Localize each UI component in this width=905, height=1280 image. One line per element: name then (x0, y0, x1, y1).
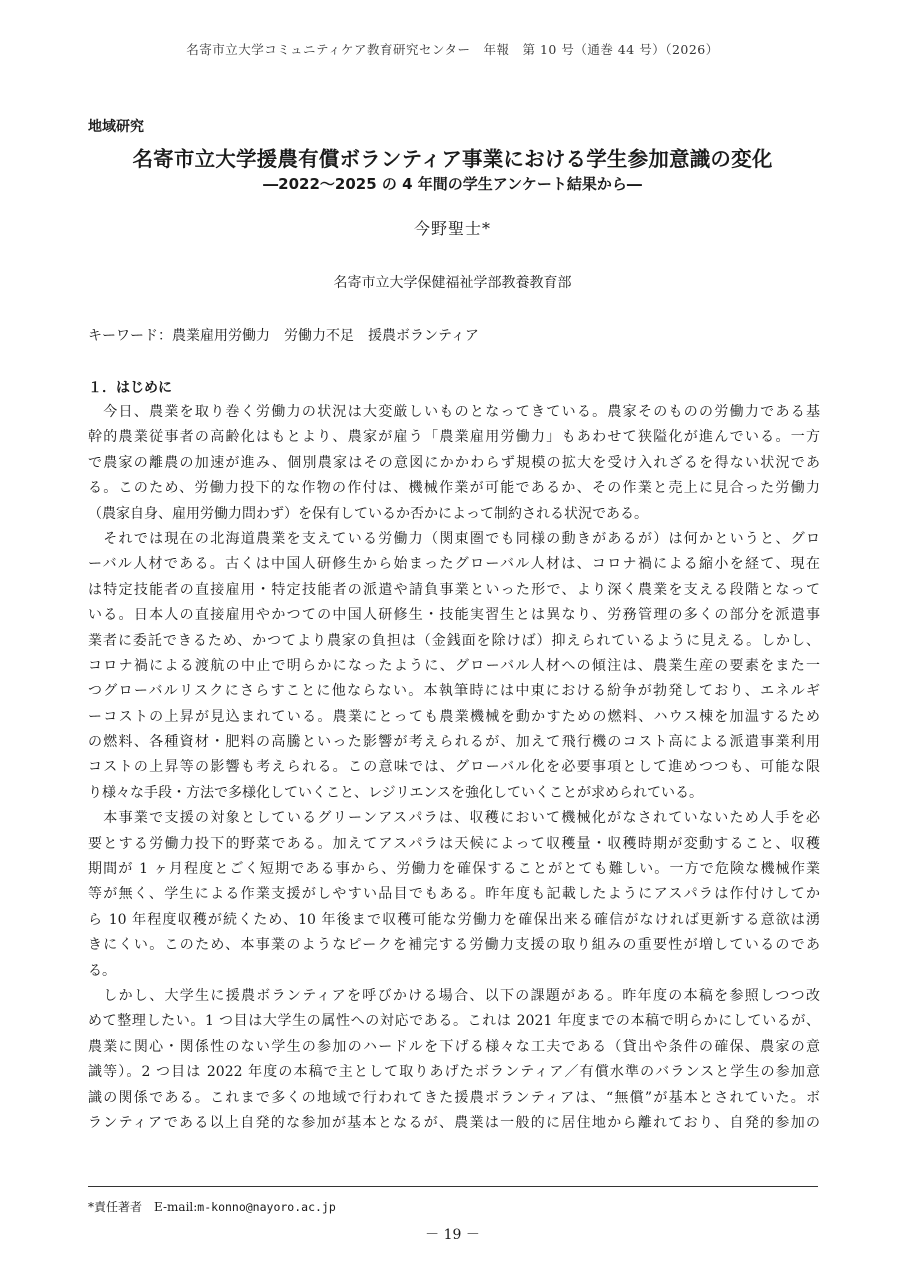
body-line: きにくい。このため、本事業のようなピークを補完する労働力支援の取り組みの重要性が増しているのであ (88, 937, 820, 954)
footnote-divider (88, 1186, 818, 1187)
page-number: － 19 － (425, 1227, 480, 1243)
body-line: る。 (88, 962, 116, 979)
body-line: 農業に関心・関係性のない学生の参加のハードルを下げる様々な工夫である（貸出や条件の確保、農家の意 (88, 1038, 820, 1055)
body-line: （農家自身、雇用労働力問わず）を保有しているか否かによって制約される状況である。 (88, 505, 648, 522)
keywords: キーワード：農業雇用労働力 労働力不足 援農ボランティア (88, 328, 479, 344)
body-line: それでは現在の北海道農業を支えている労働力（関東圏でも同様の動きがあるが）は何かというと、グロ (88, 530, 820, 547)
body-line: の燃料、各種資材・肥料の高騰といった影響が考えられるが、加えて飛行機のコスト高による派遣事業利用 (88, 734, 820, 751)
body-line: 本事業で支援の対象としているグリーンアスパラは、収穫において機械化がなされていないため人手を必 (88, 810, 820, 827)
body-line: ら 10 年程度収穫が続くため、10 年後まで収穫可能な労働力を確保出来る確信がなければ更新する意欲は湧 (88, 911, 820, 928)
body-line: で農家の離農の加速が進み、個別農家はその意図にかかわらず規模の拡大を受け入れざるを得ない状況であ (88, 454, 820, 471)
author-name: 今野聖士* (413, 219, 491, 238)
body-line: 識等）。2 つ目は 2022 年度の本稿で主として取りあげたボランティア／有償水準のバランスと学生の参加意 (88, 1064, 820, 1081)
author-affiliation: 名寄市立大学保健福祉学部教養教育部 (333, 275, 572, 291)
body-line: コロナ禍による渡航の中止で明らかになったように、グローバル人材への傾注は、農業生産の要素をまた一 (88, 657, 820, 674)
article-category: 地域研究 (88, 119, 144, 135)
article-title: 名寄市立大学援農有償ボランティア事業における学生参加意識の変化 (132, 147, 773, 171)
footnote-email: m-konno@nayoro.ac.jp (197, 1200, 336, 1214)
article-subtitle: ―2022～2025 の 4 年間の学生アンケート結果から― (263, 175, 642, 193)
footnote-label: *責任著者 E-mail: (88, 1200, 198, 1214)
footnote (88, 1198, 336, 1215)
body-line: めて整理したい。1 つ目は大学生の属性への対応である。これは 2021 年度までの本稿で明らかにしているが、 (88, 1013, 820, 1030)
body-line: ーコストの上昇が見込まれている。農業にとっても農業機械を動かすための燃料、ハウス棟を加温するため (88, 708, 820, 725)
body-line: ランティアである以上自発的な参加が基本となるが、農業は一般的に居住地から離れており、自発的参加の (88, 1114, 820, 1131)
body-line: 等が無く、学生による作業支援がしやすい品目でもある。昨年度も記載したようにアスパラは作付けしてか (88, 886, 820, 903)
body-line: る。このため、労働力投下的な作物の作付は、機械作業が可能であるか、その作業と売上に見合った労働力 (88, 480, 820, 497)
body-line: コストの上昇等の影響も考えられる。この意味では、グローバル化を必要事項として進めつつも、可能な限 (88, 759, 820, 776)
body-line: 要とする労働力投下的野菜である。加えてアスパラは天候によって収穫量・収穫時期が変動すること、収穫 (88, 835, 820, 852)
body-line: つグローバルリスクにさらすことに他ならない。本執筆時には中東における紛争が勃発しており、エネルギ (88, 683, 820, 700)
body-line: り様々な手段・方法で多様化していくこと、レジリエンスを強化していくことが求められている。 (88, 784, 703, 801)
body-line: ーバル人材である。古くは中国人研修生から始まったグローバル人材は、コロナ禍による縮小を経て、現在 (88, 556, 820, 573)
body-line: しかし、大学生に援農ボランティアを呼びかける場合、以下の課題がある。昨年度の本稿を参照しつつ改 (88, 987, 820, 1004)
body-line: 識の関係である。これまで多くの地域で行われてきた援農ボランティアは、“無償”が基本とされていた。ボ (88, 1089, 820, 1106)
body-line: 期間が 1 ヶ月程度とごく短期である事から、労働力を確保することがとても難しい。一方で危険な機械作業 (88, 861, 820, 878)
running-head: 名寄市立大学コミュニティケア教育研究センター 年報 第 10 号（通巻 44 号）（2026） (186, 42, 719, 57)
body-line: は特定技能者の直接雇用・特定技能者の派遣や請負事業といった形で、より深く農業を支える段階となって (88, 581, 820, 598)
body-text (88, 400, 820, 1136)
section-heading: １．はじめに (88, 380, 172, 396)
body-line: 今日、農業を取り巻く労働力の状況は大変厳しいものとなってきている。農家そのものの労働力である基 (88, 404, 820, 420)
body-line: 幹的農業従事者の高齢化はもとより、農家が雇う「農業雇用労働力」もあわせて狭隘化が進んでいる。一方 (88, 429, 820, 446)
body-line: 業者に委託できるため、かつてより農家の負担は（金銭面を除けば）抑えられているように見える。しかし、 (88, 632, 820, 649)
body-line: いる。日本人の直接雇用やかつての中国人研修生・技能実習生とは異なり、労務管理の多くの部分を派遣事 (88, 607, 820, 624)
